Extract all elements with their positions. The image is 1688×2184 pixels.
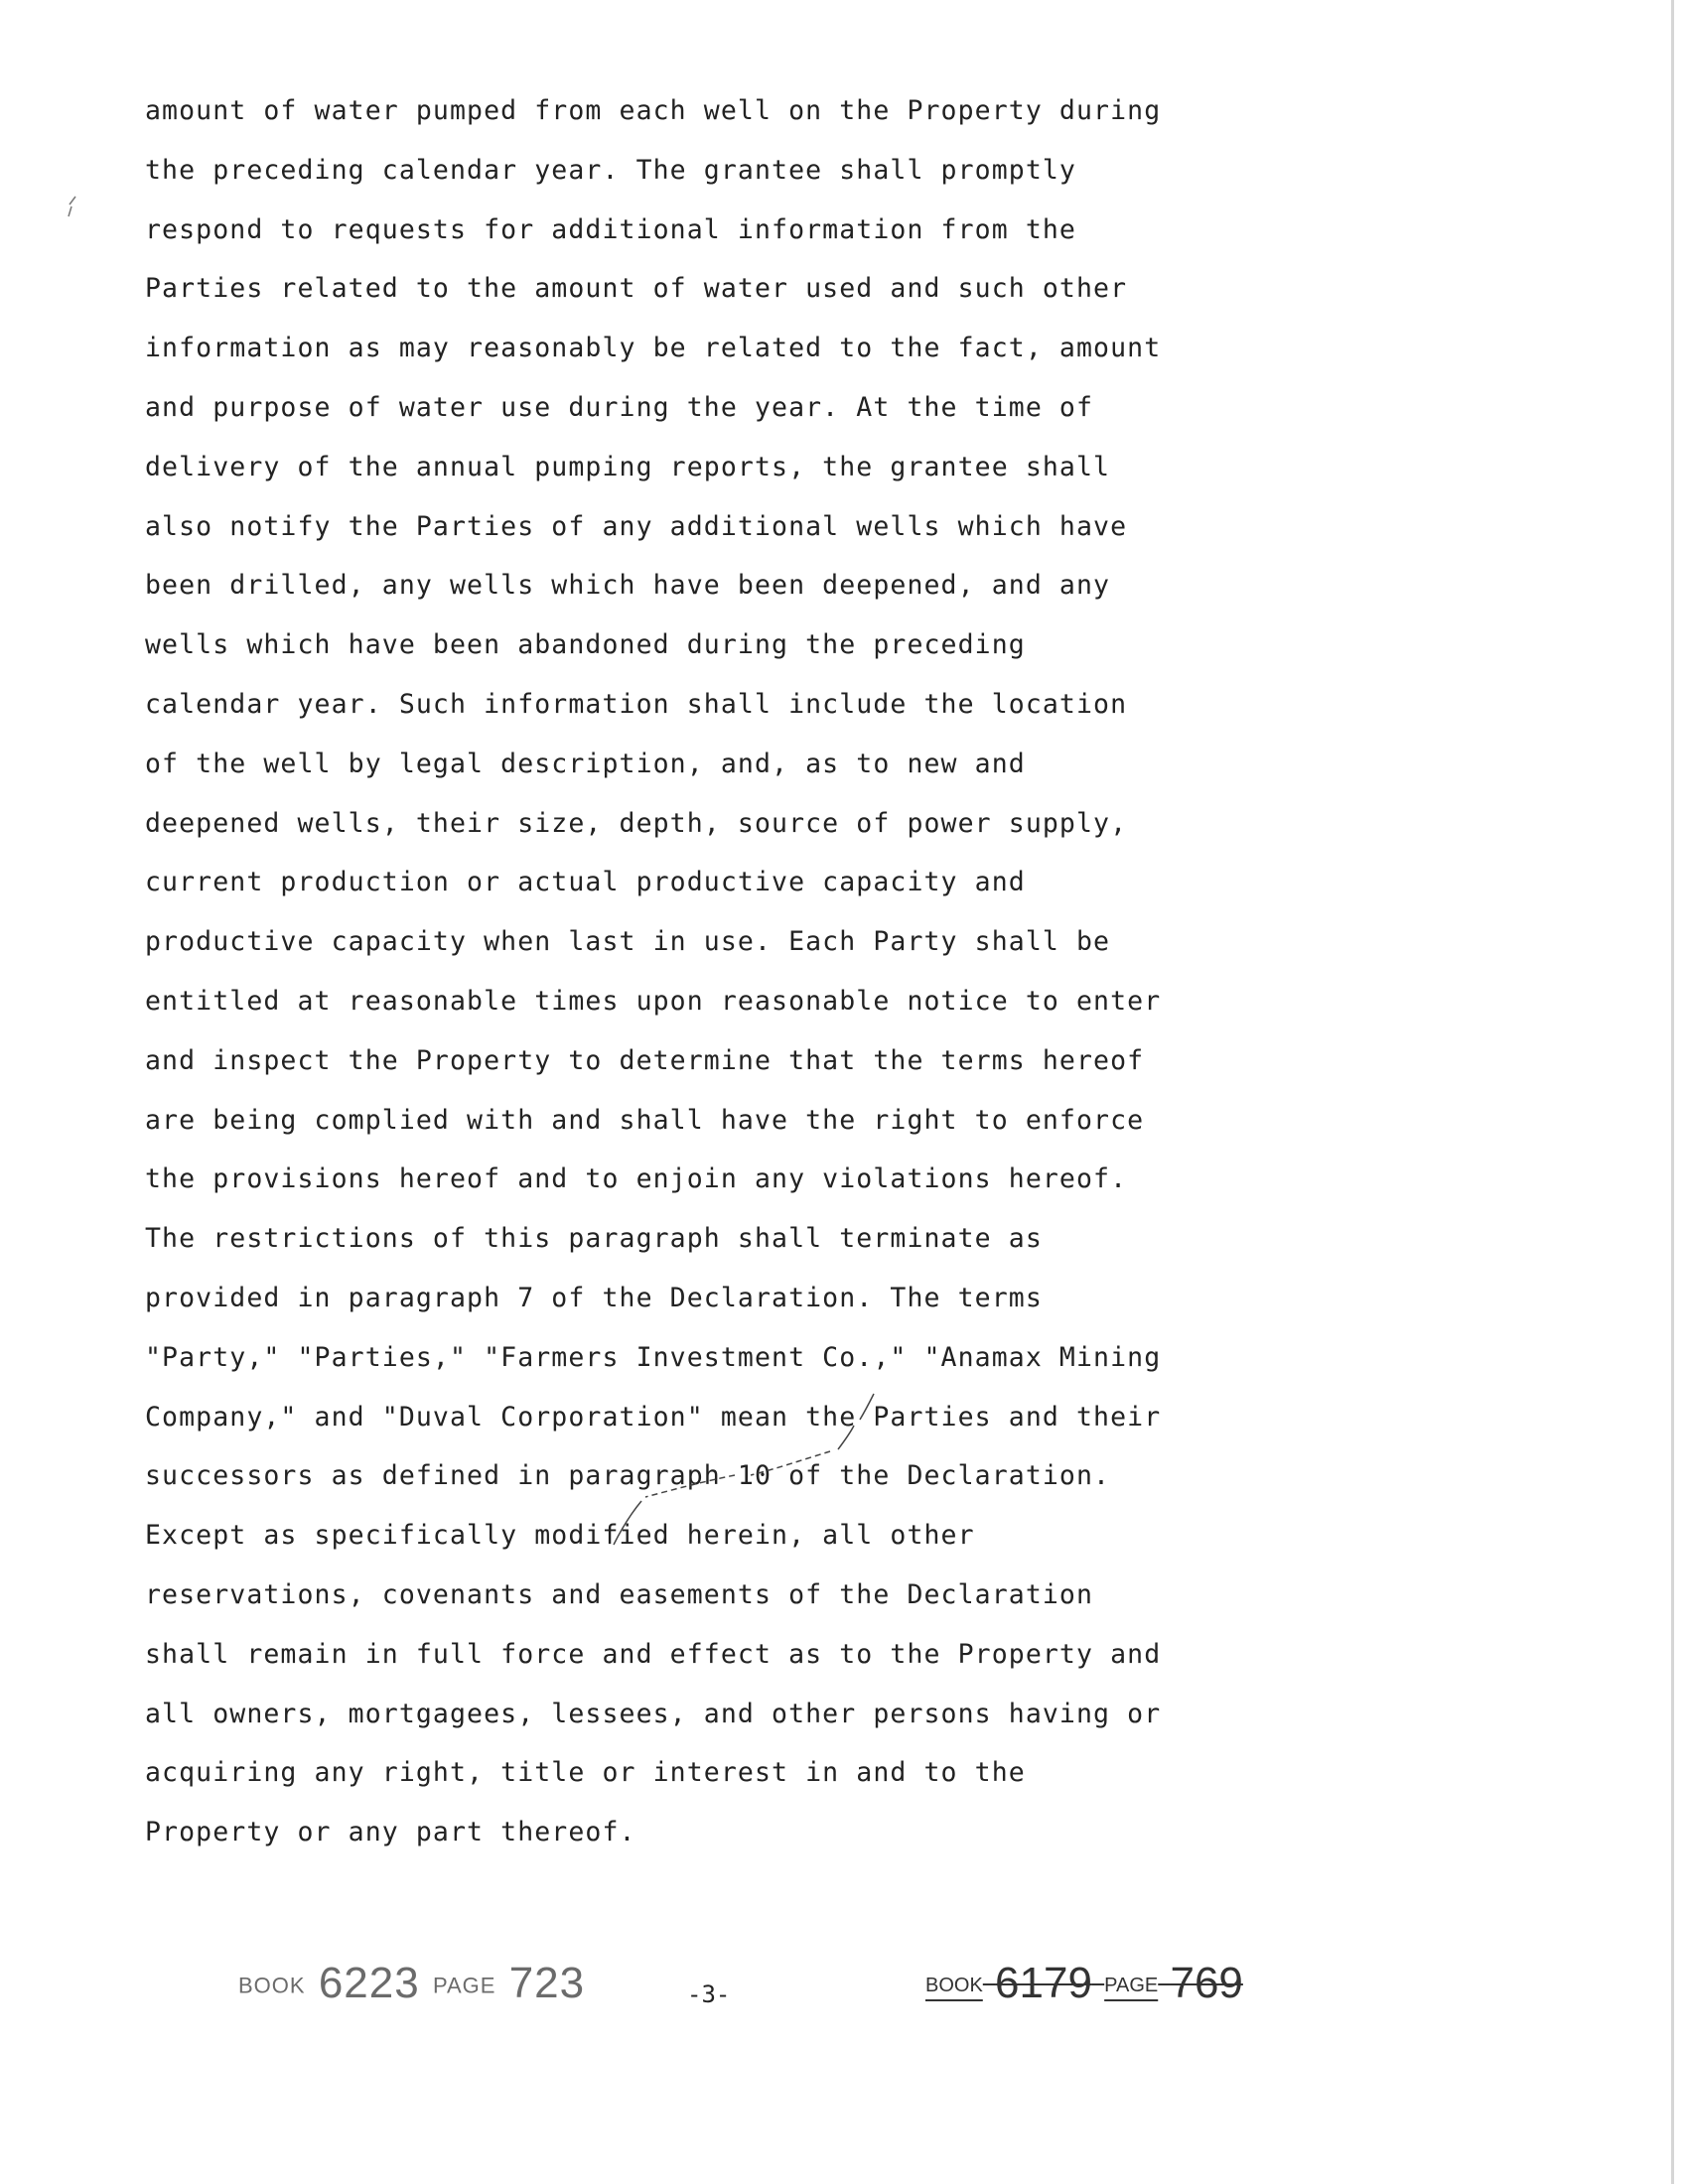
text-line: acquiring any right, title or interest in and to the <box>145 1757 1026 1789</box>
text-line: shall remain in full force and effect as to the Property and <box>145 1638 1162 1670</box>
text-line: entitled at reasonable times upon reasonable notice to enter <box>145 985 1162 1017</box>
text-line: Except as specifically modified herein, all other <box>145 1520 975 1552</box>
stamp-left-book-number: 6223 <box>318 1959 420 2007</box>
text-line: reservations, covenants and easements of the Declaration <box>145 1578 1094 1610</box>
text-line: of the well by legal description, and, as to new and <box>145 748 1026 779</box>
text-line: amount of water pumped from each well on the Property during <box>145 95 1162 126</box>
text-line: information as may reasonably be related to the fact, amount <box>145 333 1162 364</box>
text-line: are being complied with and shall have the right to enforce <box>145 1104 1145 1136</box>
page-footer <box>0 1951 1688 2020</box>
text-line: successors as defined in paragraph 10 of the Declaration. <box>145 1460 1111 1492</box>
text-line: the preceding calendar year. The grantee shall promptly <box>145 154 1076 186</box>
text-line: respond to requests for additional information from the <box>145 213 1076 245</box>
stamp-right-page-number: 769 <box>1170 1959 1243 2007</box>
stamp-right-book-number: 6179 <box>995 1959 1092 2007</box>
text-line: all owners, mortgagees, lessees, and other persons having or <box>145 1698 1162 1729</box>
stamp-right-page-label: PAGE <box>1104 1974 1159 1996</box>
text-line: and inspect the Property to determine that the terms hereof <box>145 1044 1145 1076</box>
text-line: Company," and "Duval Corporation" mean the Parties and their <box>145 1401 1162 1433</box>
text-line: provided in paragraph 7 of the Declaration. The terms <box>145 1282 1043 1313</box>
text-line: been drilled, any wells which have been deepened, and any <box>145 570 1111 602</box>
stamp-left-book-label: BOOK <box>238 1973 306 1998</box>
text-line: current production or actual productive capacity and <box>145 867 1026 898</box>
text-line: delivery of the annual pumping reports, the grantee shall <box>145 451 1111 482</box>
scan-edge <box>1671 0 1674 2184</box>
recording-stamp-left <box>238 1959 585 2008</box>
text-line: deepened wells, their size, depth, source of power supply, <box>145 807 1128 839</box>
text-line: Parties related to the amount of water used and such other <box>145 273 1128 305</box>
text-line: The restrictions of this paragraph shall terminate as <box>145 1223 1043 1255</box>
page-number: -3- <box>687 1980 731 2008</box>
text-line: the provisions hereof and to enjoin any violations hereof. <box>145 1163 1128 1195</box>
text-line: Property or any part thereof. <box>145 1817 636 1848</box>
stamp-left-page-number: 723 <box>508 1959 586 2007</box>
stamp-right-book-label: BOOK <box>925 1974 983 1996</box>
text-line: productive capacity when last in use. Each Party shall be <box>145 926 1111 958</box>
handwritten-pen-mark <box>556 1390 894 1559</box>
text-line: calendar year. Such information shall include the location <box>145 688 1128 720</box>
recording-stamp-right <box>925 1959 1243 2008</box>
text-line: and purpose of water use during the year. At the time of <box>145 391 1094 423</box>
text-line: wells which have been abandoned during the preceding <box>145 629 1026 661</box>
text-line: "Party," "Parties," "Farmers Investment Co.," "Anamax Mining <box>145 1341 1162 1373</box>
text-line: also notify the Parties of any additional wells which have <box>145 510 1128 542</box>
body-text <box>145 81 1257 1862</box>
stamp-left-page-label: PAGE <box>432 1973 496 1998</box>
margin-tick-mark <box>66 195 79 218</box>
